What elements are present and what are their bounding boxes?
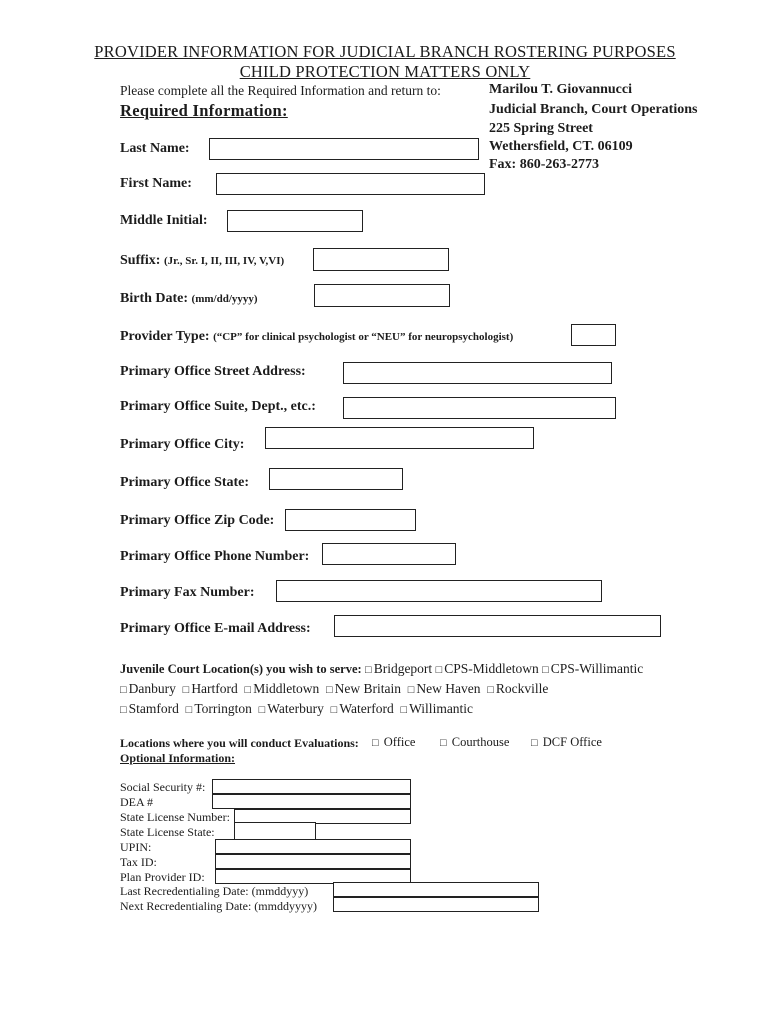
provider-type-field[interactable] — [571, 324, 616, 346]
option-label: CPS-Middletown — [444, 661, 539, 676]
dea-field[interactable] — [212, 794, 411, 809]
birth-date-label-text: Birth Date: — [120, 291, 189, 306]
option-label: Courthouse — [451, 735, 510, 749]
eval-dcf-option[interactable] — [531, 735, 602, 750]
checkbox-icon: □ — [365, 664, 372, 676]
checkbox-icon: □ — [407, 684, 415, 696]
option-label: Office — [383, 735, 416, 749]
suffix-hint: (Jr., Sr. I, II, III, IV, V,VI) — [163, 255, 285, 267]
checkbox-icon: □ — [542, 664, 549, 676]
license-number-label: State License Number: — [120, 810, 230, 824]
license-state-field[interactable] — [234, 822, 316, 840]
checkbox-icon: □ — [258, 704, 266, 716]
checkbox-icon: □ — [372, 737, 379, 749]
checkbox-icon: □ — [185, 704, 193, 716]
checkbox-icon: □ — [440, 737, 447, 749]
suite-field[interactable] — [343, 397, 616, 419]
middle-initial-label: Middle Initial: — [120, 213, 208, 228]
street-address-label: Primary Office Street Address: — [120, 364, 306, 379]
last-name-field[interactable] — [209, 138, 479, 160]
required-heading: Required Information: — [120, 101, 288, 120]
form-subtitle: CHILD PROTECTION MATTERS ONLY — [239, 62, 531, 81]
checkbox-icon: □ — [487, 684, 494, 696]
option-label: Bridgeport — [373, 661, 433, 676]
checkbox-icon: □ — [120, 684, 127, 696]
checkbox-option[interactable] — [542, 661, 643, 676]
form-title: PROVIDER INFORMATION FOR JUDICIAL BRANCH ROSTERING PURPOSES — [94, 42, 676, 61]
option-label: Waterford — [339, 701, 394, 716]
provider-type-label-text: Provider Type: — [120, 329, 210, 344]
ssn-label: Social Security #: — [120, 780, 206, 794]
dea-label: DEA # — [120, 795, 153, 809]
plan-provider-id-label: Plan Provider ID: — [120, 870, 205, 884]
option-label: Danbury — [128, 681, 176, 696]
checkbox-icon: □ — [400, 704, 408, 716]
juvenile-locations-row-1 — [120, 661, 643, 677]
street-address-field[interactable] — [343, 362, 612, 384]
checkbox-option[interactable] — [487, 681, 548, 696]
checkbox-icon: □ — [120, 704, 127, 716]
city-field[interactable] — [265, 427, 534, 449]
ssn-field[interactable] — [212, 779, 411, 794]
last-recred-field[interactable] — [333, 882, 539, 897]
option-label: Stamford — [128, 701, 179, 716]
eval-office-option[interactable] — [372, 735, 415, 750]
checkbox-icon: □ — [325, 684, 333, 696]
provider-type-label — [120, 329, 513, 345]
contact-name: Marilou T. Giovannucci — [489, 82, 632, 97]
checkbox-icon: □ — [330, 704, 338, 716]
checkbox-option[interactable] — [183, 681, 238, 696]
checkbox-option[interactable] — [436, 661, 539, 676]
tax-id-label: Tax ID: — [120, 855, 157, 869]
checkbox-option[interactable] — [259, 701, 324, 716]
fax-field[interactable] — [276, 580, 602, 602]
checkbox-option[interactable] — [400, 701, 473, 716]
first-name-field[interactable] — [216, 173, 485, 195]
last-recred-label: Last Recredentialing Date: (mmddyyy) — [120, 884, 309, 898]
option-label: Hartford — [191, 681, 238, 696]
option-label: Rockville — [495, 681, 549, 696]
checkbox-icon: □ — [182, 684, 190, 696]
next-recred-label: Next Recredentialing Date: (mmddyyyy) — [120, 899, 317, 913]
checkbox-option[interactable] — [245, 681, 320, 696]
checkbox-option[interactable] — [408, 681, 481, 696]
email-label: Primary Office E-mail Address: — [120, 621, 311, 636]
suffix-label — [120, 253, 284, 269]
license-state-label: State License State: — [120, 825, 215, 839]
birth-date-field[interactable] — [314, 284, 450, 307]
evaluation-locations-label: Locations where you will conduct Evaluations: — [120, 736, 359, 750]
contact-dept: Judicial Branch, Court Operations — [489, 102, 698, 117]
checkbox-option[interactable] — [365, 661, 432, 676]
option-label: DCF Office — [542, 735, 602, 749]
checkbox-option[interactable] — [331, 701, 394, 716]
contact-city: Wethersfield, CT. 06109 — [489, 139, 633, 154]
contact-street: 225 Spring Street — [489, 121, 593, 136]
email-field[interactable] — [334, 615, 661, 637]
suffix-label-text: Suffix: — [120, 253, 161, 268]
option-label: Torrington — [194, 701, 252, 716]
checkbox-option[interactable] — [186, 701, 252, 716]
zip-code-label: Primary Office Zip Code: — [120, 513, 275, 528]
middle-initial-field[interactable] — [227, 210, 363, 232]
juvenile-locations-row-2 — [120, 681, 548, 697]
option-label: Middletown — [253, 681, 320, 696]
birth-date-hint: (mm/dd/yyyy) — [191, 293, 258, 305]
phone-field[interactable] — [322, 543, 456, 565]
suite-label: Primary Office Suite, Dept., etc.: — [120, 399, 316, 414]
juvenile-locations-row-3 — [120, 701, 473, 717]
state-field[interactable] — [269, 468, 403, 490]
checkbox-icon: □ — [244, 684, 252, 696]
eval-courthouse-option[interactable] — [440, 735, 509, 750]
option-label: New Britain — [334, 681, 401, 696]
fax-label: Primary Fax Number: — [120, 585, 255, 600]
phone-label: Primary Office Phone Number: — [120, 549, 310, 564]
contact-fax: Fax: 860-263-2773 — [489, 157, 600, 172]
checkbox-option[interactable] — [120, 681, 176, 696]
checkbox-icon: □ — [435, 664, 443, 676]
state-label: Primary Office State: — [120, 475, 250, 490]
tax-id-field[interactable] — [215, 854, 411, 869]
option-label: CPS-Willimantic — [550, 661, 644, 676]
upin-field[interactable] — [215, 839, 411, 854]
option-label: New Haven — [416, 681, 481, 696]
optional-heading: Optional Information: — [120, 751, 236, 765]
checkbox-option[interactable] — [326, 681, 401, 696]
next-recred-field[interactable] — [333, 897, 539, 912]
upin-label: UPIN: — [120, 840, 152, 854]
option-label: Willimantic — [409, 701, 474, 716]
birth-date-label — [120, 291, 258, 307]
instruction-text: Please complete all the Required Information and return to: — [120, 83, 441, 98]
checkbox-option[interactable] — [120, 701, 179, 716]
juvenile-locations-label: Juvenile Court Location(s) you wish to serve: — [120, 662, 362, 676]
suffix-field[interactable] — [313, 248, 449, 271]
zip-code-field[interactable] — [285, 509, 416, 531]
option-label: Waterbury — [267, 701, 324, 716]
provider-type-hint: (“CP” for clinical psychologist or “NEU” for neuropsychologist) — [213, 331, 514, 343]
checkbox-icon: □ — [531, 737, 538, 749]
last-name-label: Last Name: — [120, 141, 190, 156]
city-label: Primary Office City: — [120, 437, 245, 452]
first-name-label: First Name: — [120, 176, 192, 191]
